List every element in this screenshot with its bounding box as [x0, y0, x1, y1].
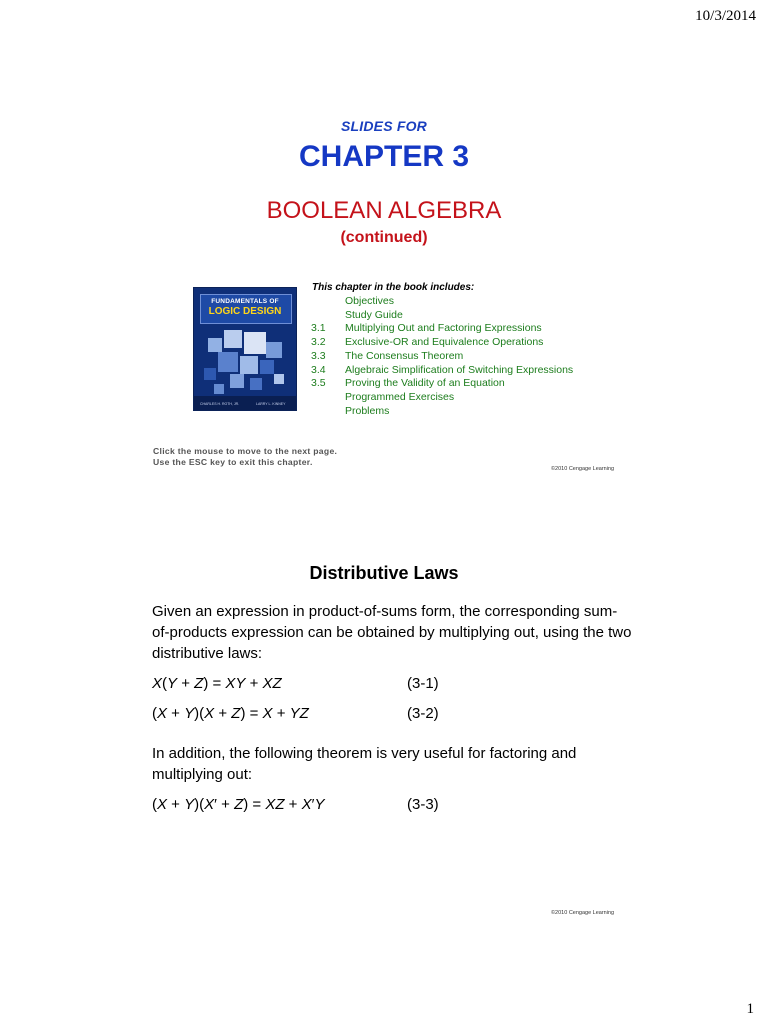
equation-expression: (X + Y)(X′ + Z) = XZ + X′Y [152, 796, 325, 813]
page-number: 1 [746, 1001, 754, 1017]
chapter-subtitle: (continued) [340, 229, 428, 246]
theorem-paragraph: In addition, the following theorem is very useful for factoring and multiplying out: [152, 745, 577, 783]
toc-item: 3.5 Proving the Validity of an Equation [311, 377, 505, 390]
copyright-notice: ©2010 Cengage Learning [551, 466, 615, 472]
equation-number: (3-2) [407, 705, 439, 722]
cubes-illustration [194, 288, 296, 410]
equation-number: (3-1) [407, 675, 439, 692]
toc-item: Problems [345, 404, 390, 417]
equation-number: (3-3) [407, 796, 439, 813]
toc-item: 3.2 Exclusive-OR and Equivalence Operations [311, 336, 544, 349]
equation-3-1 [152, 675, 552, 695]
book-cover-image [193, 287, 297, 411]
chapter-heading: CHAPTER 3 [298, 140, 470, 173]
navigation-instructions: Click the mouse to move to the next page. Use the ESC key to exit this chapter. [153, 446, 338, 467]
book-author-2: LARRY L. KINNEY [256, 402, 286, 406]
book-cover-title-line2: LOGIC DESIGN [208, 306, 282, 317]
chapter-title: BOOLEAN ALGEBRA [266, 197, 502, 224]
book-cover-title-line1: FUNDAMENTALS OF [211, 298, 279, 305]
equation-3-3 [152, 796, 552, 816]
intro-paragraph: Given an expression in product-of-sums form, the corresponding sum-of-products expression can be obtained by multiplying out, using the two distributive laws: [152, 603, 632, 662]
toc-item: 3.4 Algebraic Simplification of Switching Expressions [311, 363, 574, 376]
equation-3-2 [152, 705, 552, 725]
toc-item: Objectives [345, 295, 395, 307]
toc-item: Programmed Exercises [345, 390, 455, 403]
slides-for-label: SLIDES FOR [340, 118, 427, 134]
toc-item: 3.1 Multiplying Out and Factoring Expressions [311, 322, 542, 335]
equation-expression: X(Y + Z) = XY + XZ [152, 675, 282, 692]
toc-heading: This chapter in the book includes: [312, 282, 475, 293]
slide-title: Distributive Laws [309, 563, 459, 583]
date-header: 10/3/2014 [695, 8, 756, 24]
toc-item: 3.3 The Consensus Theorem [311, 349, 464, 362]
toc-item: Study Guide [345, 308, 403, 321]
book-author-1: CHARLES H. ROTH, JR. [200, 402, 240, 406]
equation-expression: (X + Y)(X + Z) = X + YZ [152, 705, 309, 722]
chapter-contents-list [311, 295, 573, 418]
copyright-notice: ©2010 Cengage Learning [551, 910, 615, 916]
